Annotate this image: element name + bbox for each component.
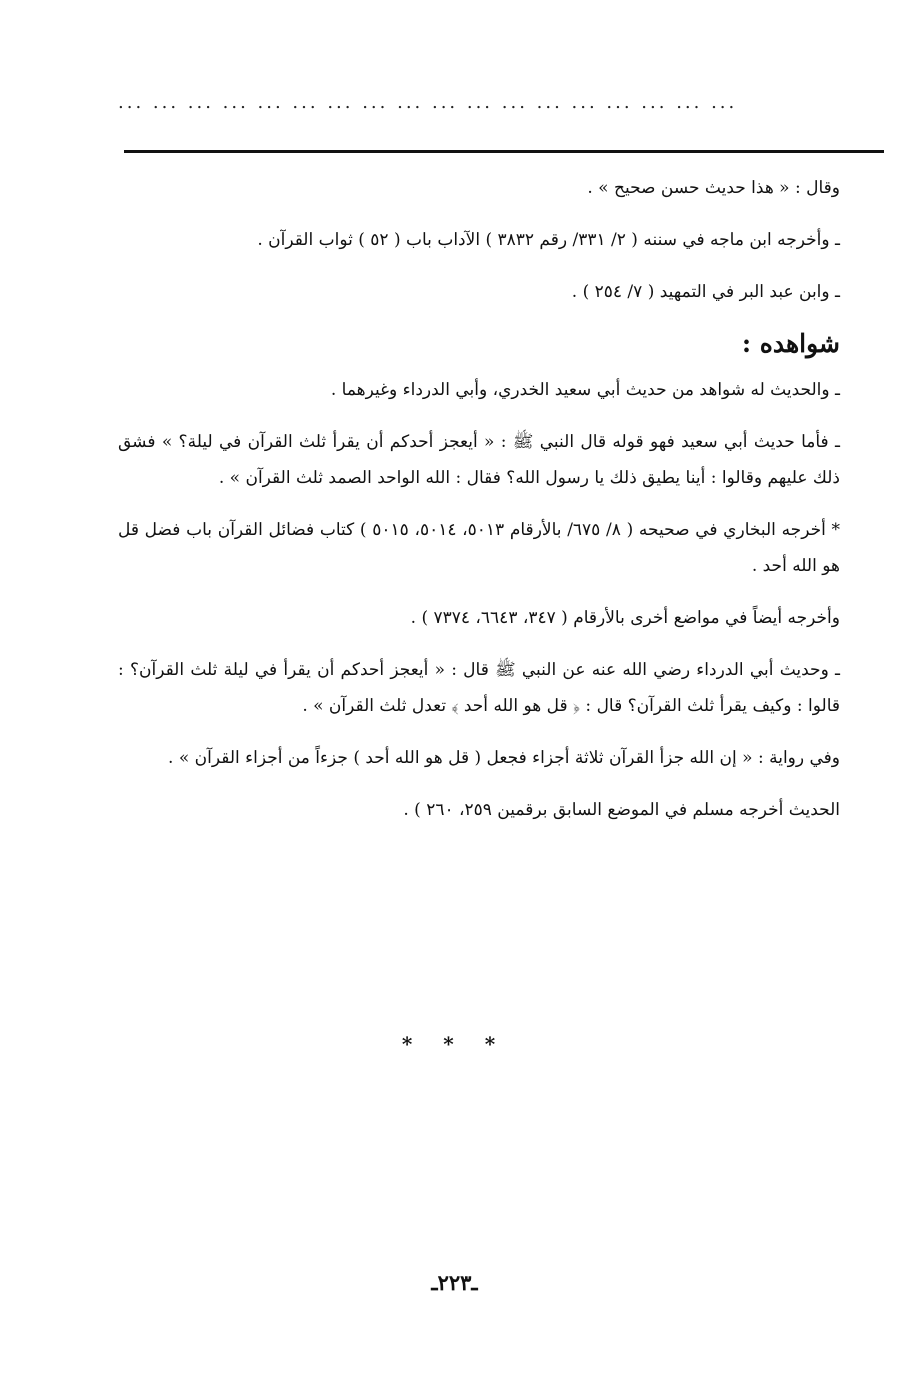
header-rule — [124, 150, 884, 153]
paragraph-tirmidhi-grade: وقال : « هذا حديث حسن صحيح » . — [587, 178, 840, 198]
paragraph-bukhari-other-places: وأخرجه أيضاً في مواضع أخرى بالأرقام ( ٣٤٧، ٦٦٤٣، ٧٣٧٤ ) . — [410, 608, 840, 628]
section-title-shawahid: شواهده : — [741, 329, 840, 358]
paragraph-abu-darda-hadith: ـ وحديث أبي الدرداء رضي الله عنه عن النبي ﷺ قال : « أيعجز أحدكم أن يقرأ في ليلة ثلث القرآن؟ : قالوا : وكيف يقرأ ثلث القرآن؟ قال : ﴿ قل هو الله أحد ﴾ تعدل ثلث القرآن » . — [118, 660, 840, 716]
section-separator-stars: * * * — [401, 1032, 508, 1056]
paragraph-other-narration: وفي رواية : « إن الله جزأ القرآن ثلاثة أجزاء فجعل ( قل هو الله أحد ) جزءاً من أجزاء القرآن » . — [168, 748, 840, 768]
page-number: ـ٢٢٣ـ — [431, 1270, 478, 1295]
paragraph-bukhari-citation: * أخرجه البخاري في صحيحه ( ٨/ ٦٧٥/ بالأرقام ٥٠١٣، ٥٠١٤، ٥٠١٥ ) كتاب فضائل القرآن باب فضل قل هو الله أحد . — [118, 520, 840, 576]
header-dotted-line: ... ... ... ... ... ... ... ... ... ... ... ... ... ... ... ... ... ... — [118, 92, 738, 113]
page-content — [118, 170, 840, 844]
paragraph-shawahid-intro: ـ والحديث له شواهد من حديث أبي سعيد الخدري، وأبي الدرداء وغيرهما . — [330, 380, 840, 400]
paragraph-muslim-citation: الحديث أخرجه مسلم في الموضع السابق برقمين ٢٥٩، ٢٦٠ ) . — [403, 800, 840, 820]
paragraph-abu-said-hadith: ـ فأما حديث أبي سعيد فهو قوله قال النبي ﷺ : « أيعجز أحدكم أن يقرأ ثلث القرآن في ليلة؟ » فشق ذلك عليهم وقالوا : أينا يطيق ذلك يا رسول الله؟ فقال : الله الواحد الصمد ثلث القرآن » . — [118, 432, 840, 488]
paragraph-ibn-majah: ـ وأخرجه ابن ماجه في سننه ( ٢/ ٣٣١/ رقم ٣٨٣٢ ) الآداب باب ( ٥٢ ) ثواب القرآن . — [257, 230, 840, 250]
paragraph-ibn-abd-al-barr: ـ وابن عبد البر في التمهيد ( ٧/ ٢٥٤ ) . — [571, 282, 840, 302]
